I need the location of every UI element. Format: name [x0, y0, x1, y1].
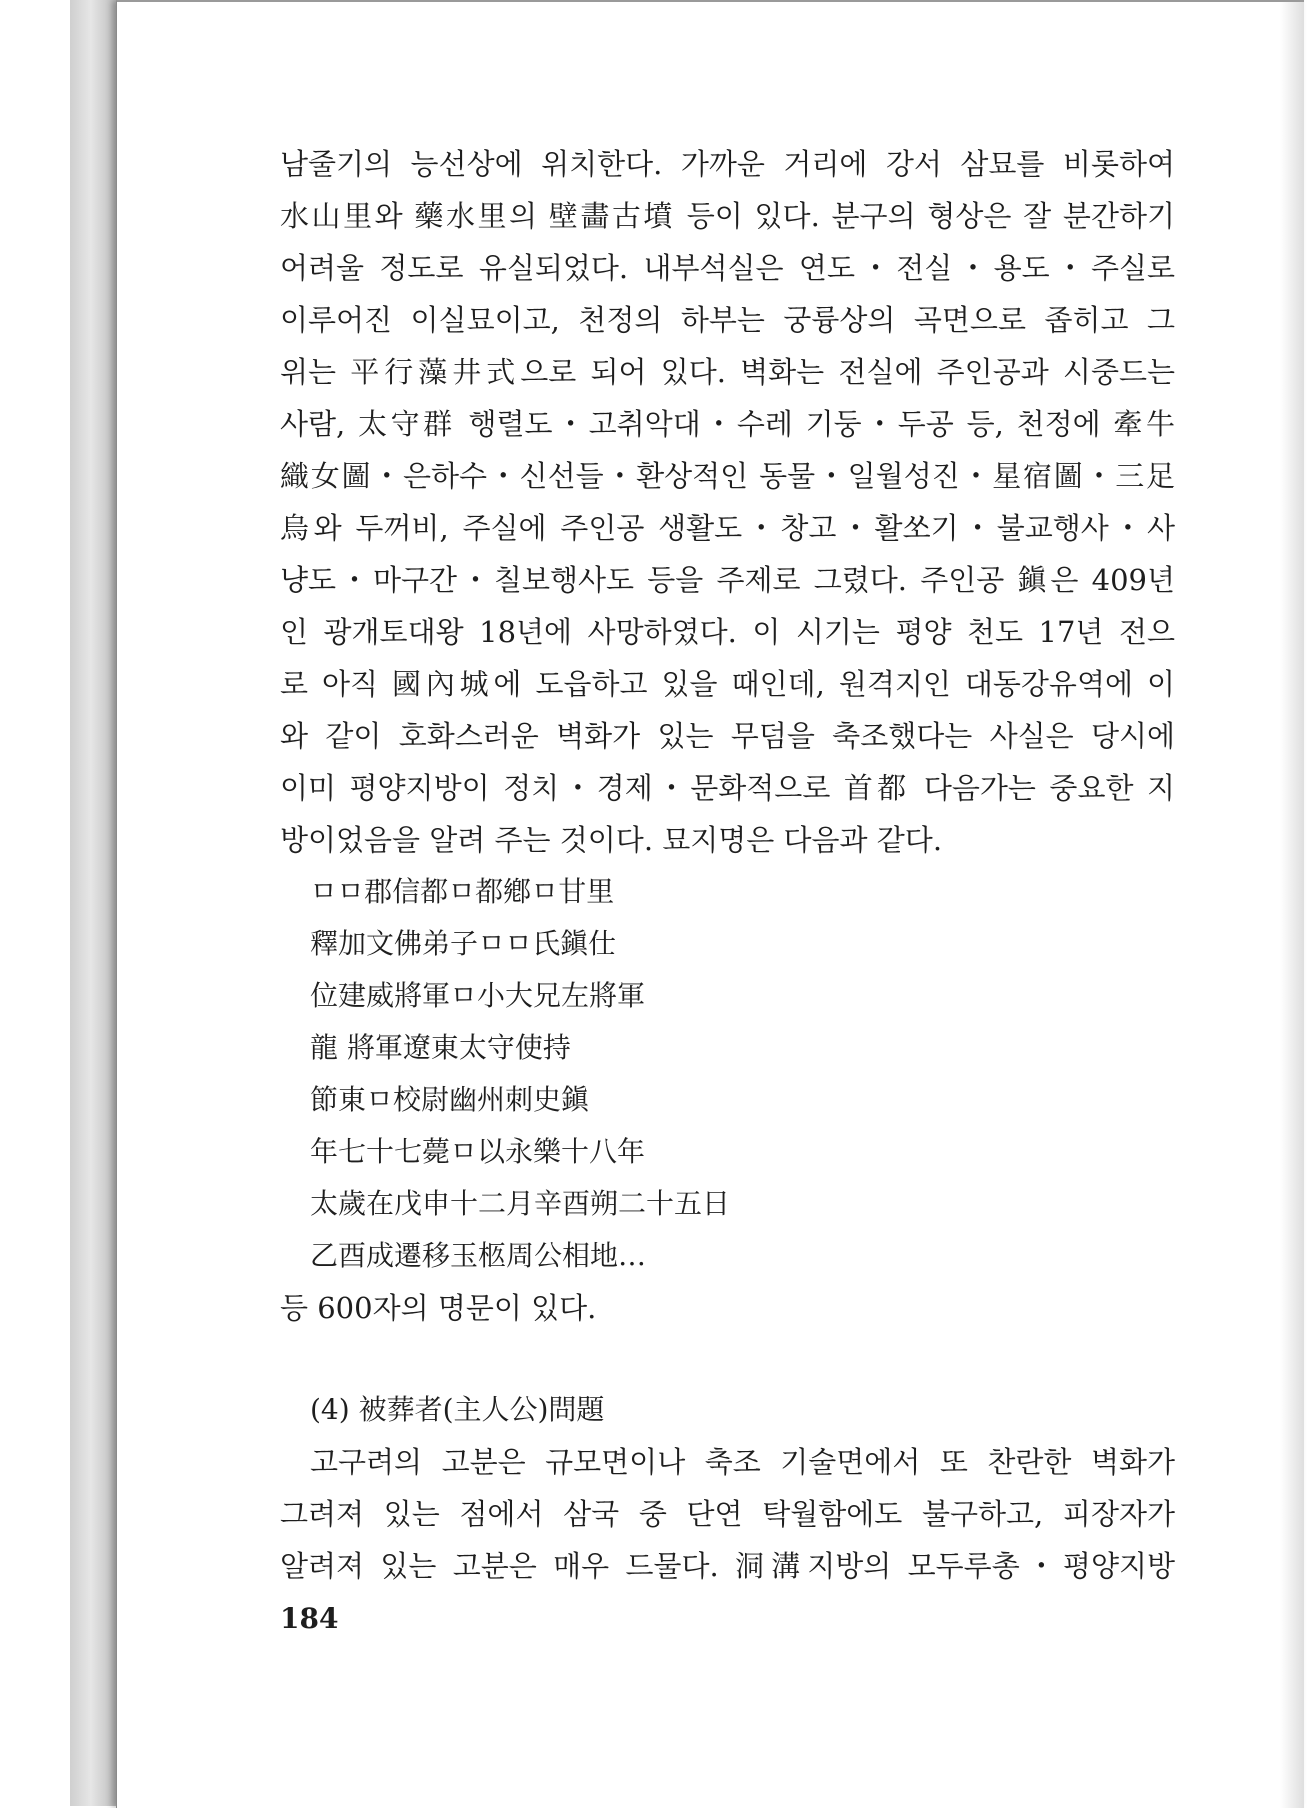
inscription-line: 龍 將軍遼東太守使持: [310, 1031, 571, 1064]
text-line: 알려져 있는 고분은 매우 드물다. 洞溝지방의 모두루총・평양지방: [280, 1549, 1175, 1583]
text-line: 방이었음을 알려 주는 것이다. 묘지명은 다음과 같다.: [280, 823, 943, 857]
inscription-line: 太歲在戊申十二月辛酉朔二十五日: [310, 1187, 731, 1220]
text-line: 水山里와 藥水里의 壁畵古墳 등이 있다. 분구의 형상은 잘 분간하기: [280, 199, 1175, 233]
inscription-line: 乙酉成遷移玉柩周公相地…: [310, 1239, 647, 1272]
text-line: 로 아직 國內城에 도읍하고 있을 때인데, 원격지인 대동강유역에 이: [280, 667, 1175, 701]
page-number: 184: [280, 1602, 339, 1635]
text-line: 이루어진 이실묘이고, 천정의 하부는 궁륭상의 곡면으로 좁히고 그: [280, 303, 1175, 337]
section-heading: (4) 被葬者(主人公)問題: [310, 1393, 605, 1426]
page-text: [280, 138, 1175, 1592]
inscription-line: 節東ㅁ校尉幽州刺史鎭: [310, 1083, 590, 1116]
text-line: 와 같이 호화스러운 벽화가 있는 무덤을 축조했다는 사실은 당시에: [280, 719, 1175, 753]
text-line: 냥도・마구간・칠보행사도 등을 주제로 그렸다. 주인공 鎭은 409년: [280, 563, 1175, 597]
section-gap: [280, 1334, 1175, 1384]
paragraph-2: [280, 1436, 1175, 1592]
inscription-block: [280, 866, 1175, 1282]
text-line: 이미 평양지방이 정치・경제・문화적으로 首都 다음가는 중요한 지: [280, 771, 1175, 805]
book-spine: [70, 0, 116, 1806]
inscription-line: 年七十七薨ㅁ以永樂十八年: [310, 1135, 646, 1168]
inscription-note: 등 600자의 명문이 있다.: [280, 1291, 597, 1325]
text-line: 烏와 두꺼비, 주실에 주인공 생활도・창고・활쏘기・불교행사・사: [280, 511, 1175, 545]
text-line: 그려져 있는 점에서 삼국 중 단연 탁월함에도 불구하고, 피장자가: [280, 1497, 1175, 1531]
inscription-line: 釋加文佛弟子ㅁㅁ氏鎭仕: [310, 927, 617, 960]
inscription-line: 位建威將軍ㅁ小大兄左將軍: [310, 979, 646, 1012]
inscription-line: ㅁㅁ郡信都ㅁ都鄕ㅁ甘里: [310, 875, 615, 908]
text-line: 織女圖・은하수・신선들・환상적인 동물・일월성진・星宿圖・三足: [280, 459, 1175, 493]
page-edge-shade: [1280, 2, 1304, 1808]
text-line: 남줄기의 능선상에 위치한다. 가까운 거리에 강서 삼묘를 비롯하여: [280, 147, 1175, 181]
text-line: 사람, 太守群 행렬도・고취악대・수레 기둥・두공 등, 천정에 牽牛: [280, 407, 1175, 441]
text-line: 인 광개토대왕 18년에 사망하였다. 이 시기는 평양 천도 17년 전으: [280, 615, 1175, 649]
text-line: 어려울 정도로 유실되었다. 내부석실은 연도・전실・용도・주실로: [280, 251, 1175, 285]
text-line: 위는 平行藻井式으로 되어 있다. 벽화는 전실에 주인공과 시중드는: [280, 355, 1175, 389]
paragraph-1: [280, 138, 1175, 866]
text-line: 고구려의 고분은 규모면이나 축조 기술면에서 또 찬란한 벽화가: [310, 1445, 1175, 1479]
